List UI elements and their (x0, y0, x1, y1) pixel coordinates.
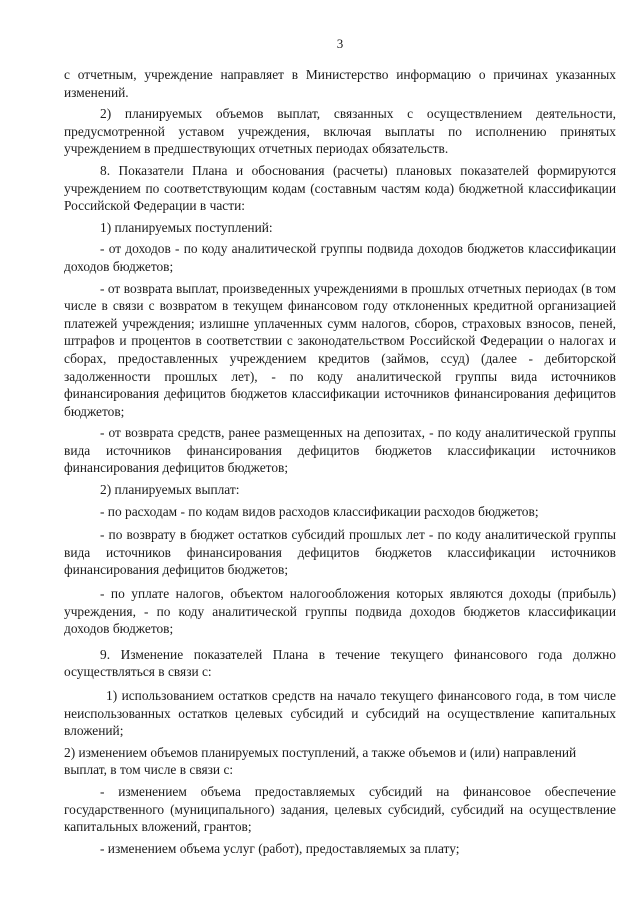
paragraph-planned-payments: 2) планируемых выплат: (100, 482, 240, 498)
paragraph-planned-payments-volume: 2) планируемых объемов выплат, связанных с осуществлением деятельности, предусмотренной уставом учреждения, включая выплаты по исполнению принятых учреждением в предшествующих отчетных периодах обязательств. (64, 106, 616, 157)
page-number: 3 (336, 36, 344, 51)
paragraph-volume-changes: 2) изменением объемов планируемых поступлений, а также объемов и (или) направлений выплат, в том числе в связи с: (64, 744, 577, 778)
paragraph-planned-receipts: 1) планируемых поступлений: (100, 219, 273, 235)
paragraph-from-payment-returns: - от возврата выплат, произведенных учреждениями в прошлых отчетных периодах (в том числе в связи с возвратом в текущем финансовом году отклоненных кредитной организацией платежей учреждения; излишне уплаченных сумм налогов, сборов, страховых взносов, пеней, штрафов и процентов в соответствии с законодательством Российской Федерации о налогах и сборах, предоставленных учреждением кредитов (займов, ссуд) (далее - дебиторской задолженности прошлых лет), - по коду аналитической группы вида источников финансирования дефицитов бюджетов классификации источников финансирования дефицитов бюджетов; (64, 280, 616, 419)
paragraph-section-9: 9. Изменение показателей Плана в течение текущего финансового года должно осуществляться в связи с: (64, 646, 616, 680)
paragraph-subsidy-return: - по возврату в бюджет остатков субсидий прошлых лет - по коду аналитической группы вида источников финансирования дефицитов бюджетов классификации источников финансирования дефицитов бюджетов; (64, 527, 616, 578)
paragraph-from-deposits: - от возврата средств, ранее размещенных на депозитах, - по коду аналитической группы вида источников финансирования дефицитов бюджетов классификации источников финансирования дефицитов бюджетов; (64, 425, 616, 476)
paragraph-subsidy-changes: - изменением объема предоставляемых субсидий на финансовое обеспечение государственного (муниципального) задания, целевых субсидий, субсидий на осуществление капитальных вложений, грантов; (64, 783, 616, 835)
paragraph-continuation: с отчетным, учреждение направляет в Министерство информацию о причинах указанных изменений. (64, 67, 616, 100)
paragraph-paid-services: - изменением объема услуг (работ), предоставляемых за плату; (100, 840, 460, 856)
paragraph-from-income: - от доходов - по коду аналитической группы подвида доходов бюджетов классификации доходов бюджетов; (64, 241, 616, 274)
paragraph-tax-payment: - по уплате налогов, объектом налогообложения которых являются доходы (прибыль) учреждения, - по коду аналитической группы подвида доходов бюджетов классификации доходов бюджетов; (64, 586, 616, 637)
paragraph-remaining-funds: 1) использованием остатков средств на начало текущего финансового года, в том числе неиспользованных остатков целевых субсидий и субсидий на осуществление капитальных вложений; (64, 688, 616, 739)
paragraph-by-expenses: - по расходам - по кодам видов расходов классификации расходов бюджетов; (100, 503, 539, 519)
paragraph-section-8: 8. Показатели Плана и обоснования (расчеты) плановых показателей формируются учреждением по соответствующим кодам (составным частям кода) бюджетной классификации Российской Федерации в части: (64, 162, 616, 214)
document-body (64, 66, 616, 857)
